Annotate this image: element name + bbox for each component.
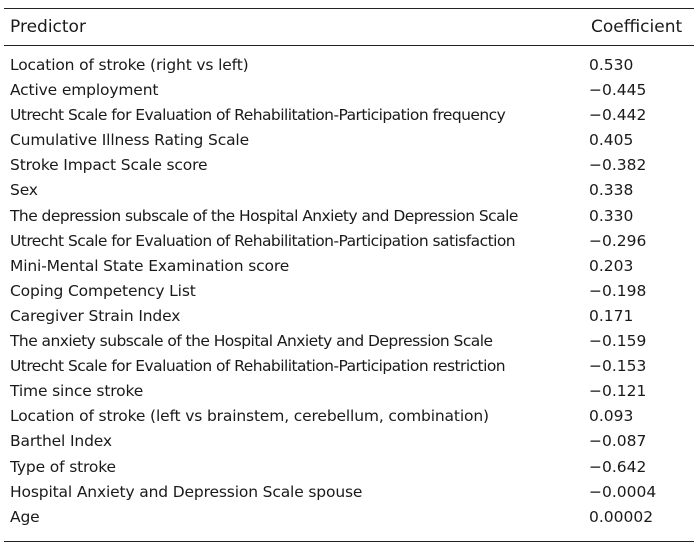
coefficient-table <box>4 8 694 542</box>
table-row <box>4 255 694 280</box>
predictor-cell: Sex <box>10 181 38 200</box>
coefficient-cell: −0.153 <box>589 357 647 376</box>
predictor-cell: Active employment <box>10 81 159 100</box>
predictor-cell: Type of stroke <box>10 457 116 476</box>
table-row <box>4 280 694 305</box>
header-coefficient: Coefficient <box>591 17 683 37</box>
table-row <box>4 54 694 79</box>
predictor-cell: Utrecht Scale for Evaluation of Rehabilitation-Participation satisfaction <box>10 231 516 250</box>
table-row <box>4 355 694 380</box>
coefficient-cell: −0.445 <box>589 81 647 100</box>
coefficient-cell: −0.0004 <box>589 482 657 501</box>
table-row <box>4 79 694 104</box>
coefficient-cell: 0.330 <box>589 206 634 225</box>
predictor-cell: Hospital Anxiety and Depression Scale spouse <box>10 482 363 501</box>
table-row <box>4 154 694 179</box>
coefficient-cell: 0.405 <box>589 131 634 150</box>
coefficient-cell: 0.171 <box>589 306 634 325</box>
table-row <box>4 230 694 255</box>
predictor-cell: Caregiver Strain Index <box>10 306 181 325</box>
predictor-cell: Location of stroke (right vs left) <box>10 56 249 74</box>
predictor-cell: Barthel Index <box>10 432 112 451</box>
table-row <box>4 129 694 154</box>
table-row <box>4 380 694 405</box>
table-row <box>4 330 694 355</box>
table-row <box>4 405 694 430</box>
coefficient-cell: −0.642 <box>589 457 647 476</box>
table-row <box>4 305 694 330</box>
table-body <box>4 46 694 541</box>
predictor-cell: Coping Competency List <box>10 281 196 300</box>
table-header <box>4 9 694 45</box>
coefficient-cell: 0.530 <box>589 56 634 74</box>
table-row <box>4 481 694 506</box>
predictor-cell: The anxiety subscale of the Hospital Anxiety and Depression Scale <box>10 332 493 351</box>
table-row <box>4 456 694 481</box>
bottom-rule <box>4 541 694 542</box>
coefficient-cell: −0.442 <box>589 106 647 125</box>
coefficient-cell: −0.159 <box>589 332 647 351</box>
coefficient-cell: −0.121 <box>589 382 647 401</box>
table-row <box>4 430 694 455</box>
coefficient-cell: 0.203 <box>589 256 634 275</box>
predictor-cell: The depression subscale of the Hospital Anxiety and Depression Scale <box>10 206 518 225</box>
predictor-cell: Stroke Impact Scale score <box>10 156 208 175</box>
coefficient-cell: 0.00002 <box>589 507 654 526</box>
coefficient-cell: −0.198 <box>589 281 647 300</box>
table-row <box>4 506 694 531</box>
predictor-cell: Location of stroke (left vs brainstem, cerebellum, combination) <box>10 407 489 426</box>
predictor-cell: Time since stroke <box>10 382 144 401</box>
coefficient-cell: −0.296 <box>589 231 647 250</box>
coefficient-cell: −0.087 <box>589 432 647 451</box>
coefficient-cell: −0.382 <box>589 156 647 175</box>
predictor-cell: Age <box>10 507 40 526</box>
table-row <box>4 179 694 204</box>
table-row <box>4 205 694 230</box>
table-row <box>4 104 694 129</box>
coefficient-cell: 0.338 <box>589 181 634 200</box>
predictor-cell: Cumulative Illness Rating Scale <box>10 131 249 150</box>
predictor-cell: Mini-Mental State Examination score <box>10 256 290 275</box>
predictor-cell: Utrecht Scale for Evaluation of Rehabilitation-Participation frequency <box>10 106 506 125</box>
predictor-cell: Utrecht Scale for Evaluation of Rehabilitation-Participation restriction <box>10 357 506 376</box>
header-predictor: Predictor <box>10 17 86 37</box>
coefficient-cell: 0.093 <box>589 407 634 426</box>
